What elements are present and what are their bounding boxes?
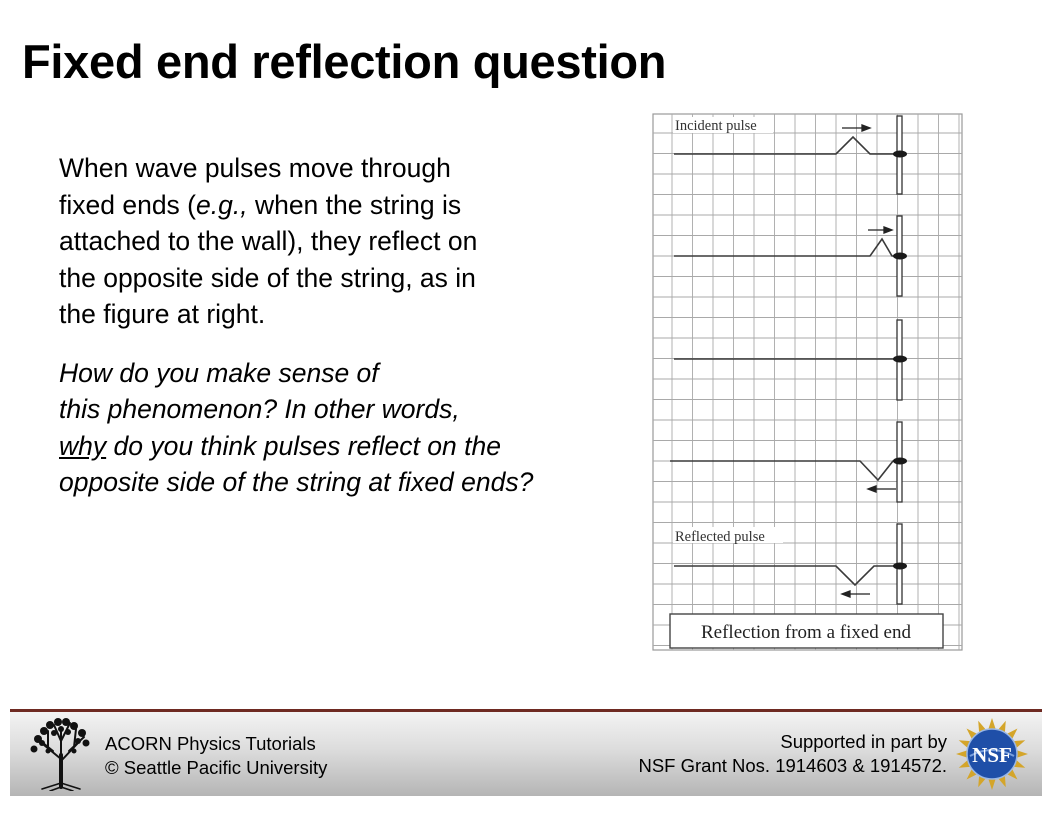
nsf-logo-text: NSF	[972, 743, 1012, 767]
paragraph-line-1: When wave pulses move through	[59, 153, 451, 183]
paragraph-line-2	[59, 187, 629, 224]
slide-title: Fixed end reflection question	[22, 35, 667, 88]
footer-support: Supported in part by	[780, 731, 947, 752]
question-line-3-rest: do you think pulses reflect on the	[106, 430, 501, 461]
paragraph-line-3: attached to the wall), they reflect on	[59, 226, 478, 256]
question-line-4: opposite side of the string at fixed ends?	[59, 467, 534, 497]
why-emphasis: why	[59, 430, 107, 461]
tree-logo-icon	[28, 717, 94, 796]
question-line-1: How do you make sense of	[59, 357, 379, 388]
footer-bar	[10, 709, 1042, 796]
footer-org: ACORN Physics Tutorials	[105, 733, 316, 754]
eg-abbreviation: e.g.,	[196, 189, 248, 220]
incident-pulse-label: Incident pulse	[675, 118, 757, 134]
footer-copyright: © Seattle Pacific University	[105, 757, 328, 778]
reflected-pulse-label: Reflected pulse	[675, 529, 765, 545]
question-block	[59, 355, 629, 501]
footer-grants: NSF Grant Nos. 1914603 & 1914572.	[638, 755, 947, 776]
question-line-2: this phenomenon? In other words,	[59, 394, 460, 424]
question-line-3	[59, 428, 629, 465]
reflection-figure	[652, 113, 964, 653]
nsf-logo-icon	[954, 716, 1030, 797]
footer-credits	[105, 732, 327, 780]
paragraph-line-4: the opposite side of the string, as in	[59, 262, 476, 293]
figure-caption: Reflection from a fixed end	[701, 622, 911, 643]
footer-funding	[638, 730, 947, 778]
paragraph-line-2-a: fixed ends (	[59, 189, 196, 220]
body-text	[59, 150, 629, 501]
paragraph-line-2-b: when the string is	[247, 189, 462, 220]
paragraph-line-5: the figure at right.	[59, 299, 266, 329]
